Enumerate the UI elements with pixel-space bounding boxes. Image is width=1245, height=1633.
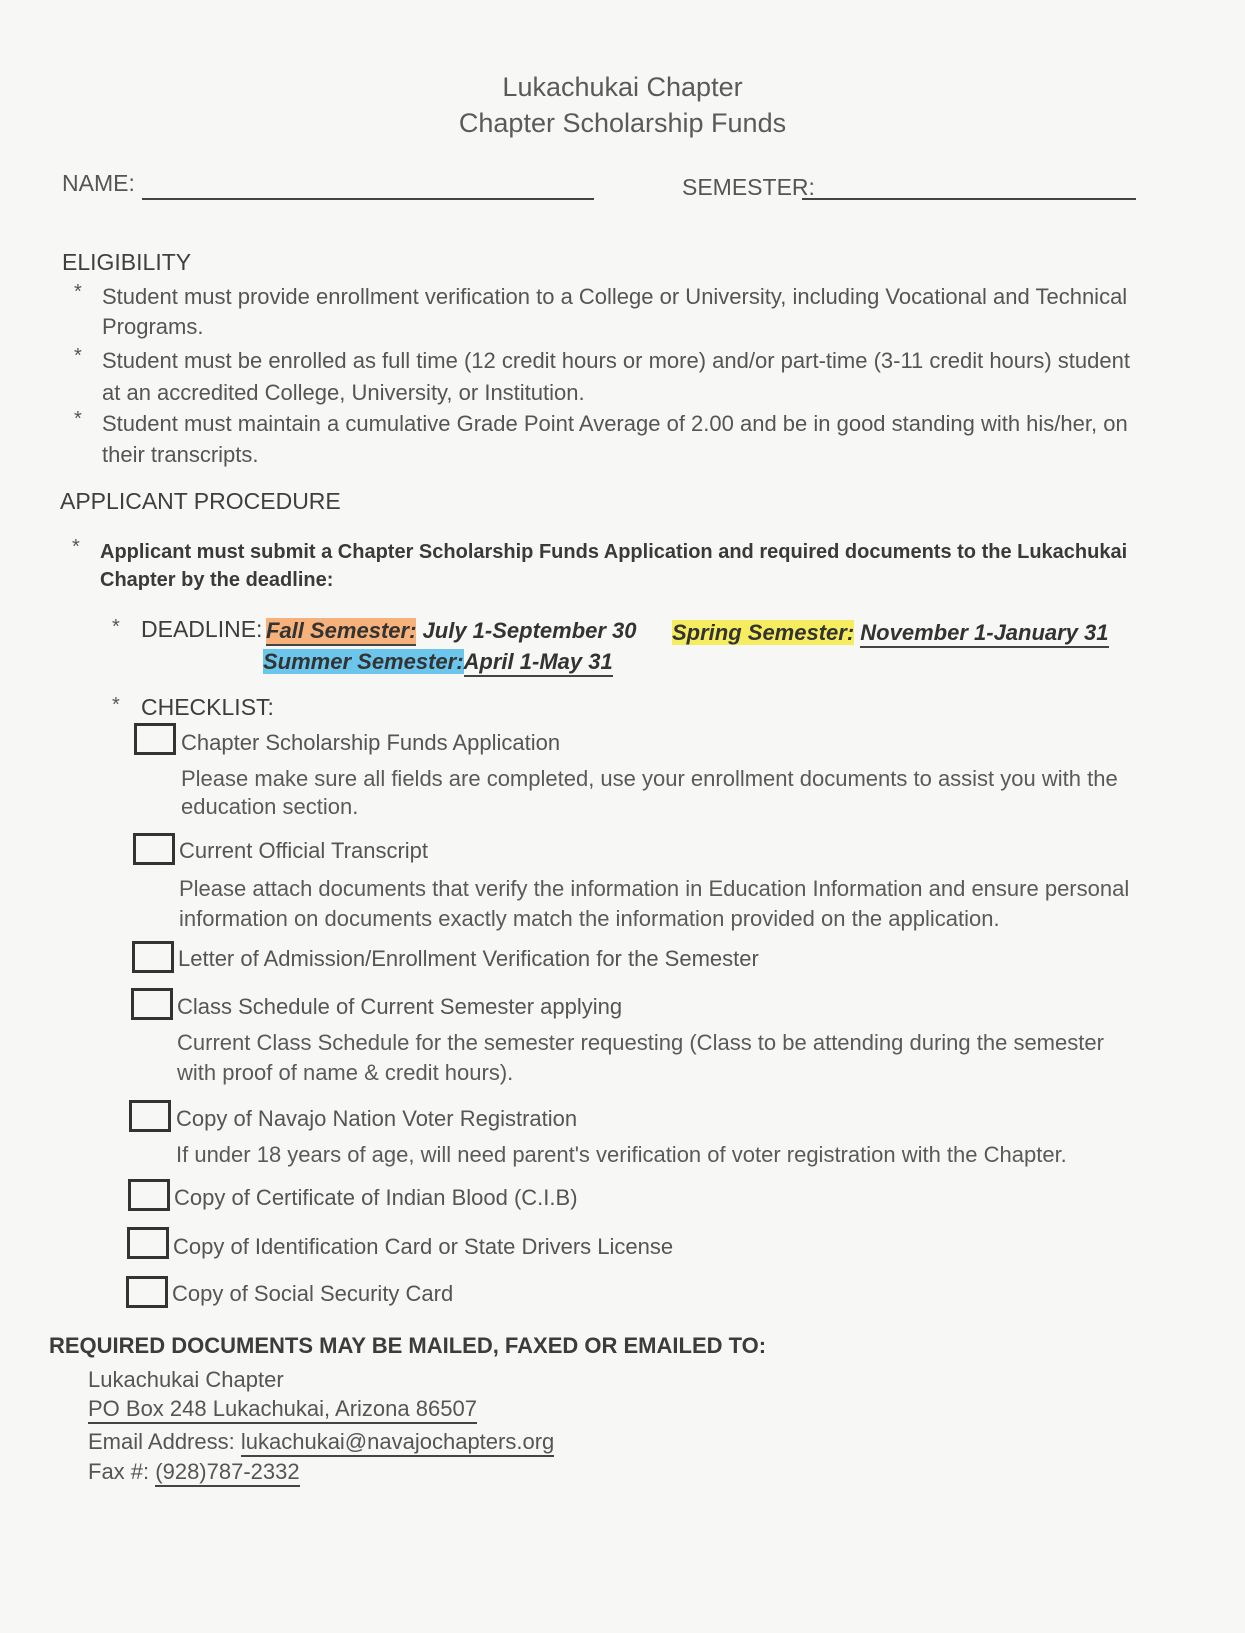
- checklist-item-title: Copy of Certificate of Indian Blood (C.I.B): [174, 1185, 578, 1210]
- spring-semester-label: Spring Semester:: [672, 620, 855, 645]
- fall-semester-dates: July 1-September 30: [422, 618, 637, 643]
- eligibility-item-3-line2: their transcripts.: [102, 442, 259, 467]
- checklist-item-title: Copy of Social Security Card: [172, 1281, 454, 1306]
- checklist-item-desc: with proof of name & credit hours).: [177, 1060, 514, 1085]
- checklist-item-desc: Please attach documents that verify the information in Education Information and ensure personal: [179, 876, 1130, 901]
- spring-semester-deadline: [672, 620, 1109, 646]
- bullet-star: *: [72, 536, 80, 558]
- eligibility-item-1-line2: Programs.: [102, 314, 204, 339]
- checklist-checkbox-transcript[interactable]: [133, 833, 175, 865]
- eligibility-item-2-line1: Student must be enrolled as full time (12 credit hours or more) and/or part-time (3-11 credit hours) student: [102, 348, 1130, 373]
- checklist-checkbox-id-card[interactable]: [127, 1227, 169, 1259]
- checklist-item-title: Copy of Identification Card or State Drivers License: [173, 1234, 674, 1259]
- eligibility-item-1-line1: Student must provide enrollment verification to a College or University, including Vocational and Technical: [102, 284, 1128, 309]
- fax-number: (928)787-2332: [155, 1459, 299, 1487]
- summer-semester-dates: April 1-May 31: [464, 649, 613, 677]
- bullet-star: *: [74, 345, 82, 367]
- checklist-checkbox-cib[interactable]: [128, 1179, 170, 1211]
- bullet-star: *: [74, 281, 82, 303]
- checklist-item-desc: Current Class Schedule for the semester requesting (Class to be attending during the semester: [177, 1030, 1104, 1055]
- mailing-address: [88, 1393, 477, 1425]
- checklist-label: CHECKLIST:: [141, 694, 274, 720]
- deadline-label: DEADLINE:: [141, 616, 263, 642]
- spring-semester-dates: November 1-January 31: [860, 620, 1108, 648]
- procedure-intro-line2: Chapter by the deadline:: [100, 569, 334, 591]
- fall-semester-deadline: [266, 618, 637, 644]
- checklist-checkbox-admission-letter[interactable]: [132, 941, 174, 973]
- checklist-item-title: Letter of Admission/Enrollment Verification for the Semester: [178, 946, 759, 971]
- procedure-heading: APPLICANT PROCEDURE: [60, 488, 341, 514]
- checklist-item-desc: information on documents exactly match the information provided on the application.: [179, 906, 1000, 931]
- form-title: Chapter Scholarship Funds: [458, 108, 787, 138]
- mailing-email-row: [88, 1426, 554, 1458]
- checklist-checkbox-application[interactable]: [134, 723, 176, 755]
- checklist-checkbox-voter-registration[interactable]: [129, 1100, 171, 1132]
- procedure-intro-line1: Applicant must submit a Chapter Scholarship Funds Application and required documents to the Lukachukai: [100, 541, 1128, 563]
- email-address: lukachukai@navajochapters.org: [241, 1429, 554, 1457]
- checklist-item-title: Class Schedule of Current Semester applying: [177, 994, 623, 1019]
- name-field-line[interactable]: [142, 198, 594, 200]
- checklist-item-desc: education section.: [181, 794, 359, 819]
- checklist-checkbox-class-schedule[interactable]: [131, 988, 173, 1020]
- fall-semester-label: Fall Semester:: [266, 618, 416, 646]
- eligibility-heading: ELIGIBILITY: [62, 249, 192, 275]
- summer-semester-label: Summer Semester:: [263, 649, 464, 674]
- checklist-item-desc: Please make sure all fields are completed, use your enrollment documents to assist you with the: [181, 766, 1118, 791]
- semester-label: SEMESTER:: [682, 174, 815, 200]
- chapter-title: Lukachukai Chapter: [502, 72, 743, 102]
- semester-field-line[interactable]: [802, 198, 1136, 200]
- name-label: NAME:: [62, 170, 135, 196]
- mailing-address-text: PO Box 248 Lukachukai, Arizona 86507: [88, 1396, 477, 1424]
- bullet-star: *: [112, 616, 120, 638]
- eligibility-item-2-line2: at an accredited College, University, or Institution.: [102, 380, 585, 405]
- checklist-item-title: Chapter Scholarship Funds Application: [181, 730, 561, 755]
- checklist-item-desc: If under 18 years of age, will need parent's verification of voter registration with the Chapter.: [176, 1142, 1067, 1167]
- checklist-item-title: Current Official Transcript: [179, 838, 429, 863]
- email-label: Email Address:: [88, 1429, 235, 1454]
- fax-label: Fax #:: [88, 1459, 150, 1484]
- mailing-heading: REQUIRED DOCUMENTS MAY BE MAILED, FAXED OR EMAILED TO:: [49, 1333, 767, 1358]
- mailing-fax-row: [88, 1456, 300, 1488]
- bullet-star: *: [112, 694, 120, 716]
- checklist-item-title: Copy of Navajo Nation Voter Registration: [176, 1106, 578, 1131]
- summer-semester-deadline: [263, 649, 613, 675]
- bullet-star: *: [74, 408, 82, 430]
- eligibility-item-3-line1: Student must maintain a cumulative Grade Point Average of 2.00 and be in good standing with his/her, on: [102, 411, 1128, 436]
- checklist-checkbox-social-security[interactable]: [126, 1276, 168, 1308]
- mailing-org: Lukachukai Chapter: [88, 1367, 284, 1392]
